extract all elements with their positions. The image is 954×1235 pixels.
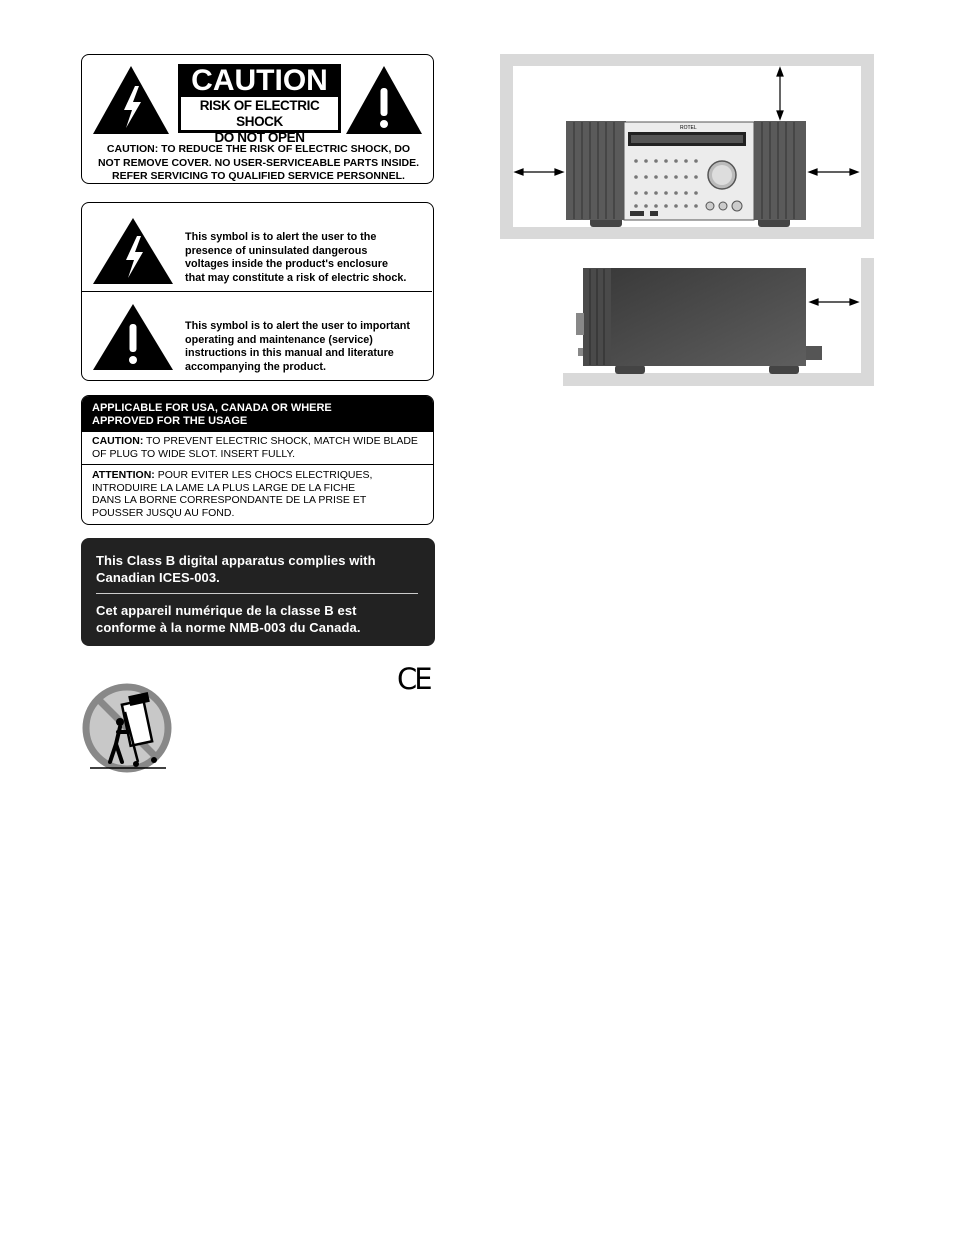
- caution-label: [81, 54, 434, 184]
- caution-subtitle: RISK OF ELECTRIC SHOCK DO NOT OPEN: [181, 97, 338, 130]
- side-clearance-diagram: [563, 258, 874, 386]
- front-clearance-diagram: [500, 54, 874, 239]
- caution-warning-text: CAUTION: TO REDUCE THE RISK OF ELECTRIC SHOCK, DO NOT REMOVE COVER. NO USER-SERVICEABLE PARTS INSIDE. REFER SERVICING TO QUALIFIED SERVICE PERSONNEL.: [97, 143, 420, 182]
- lightning-warning-icon: [91, 216, 175, 286]
- divider: [96, 593, 418, 594]
- lightning-warning-icon: [91, 64, 171, 136]
- usa-notice-header: APPLICABLE FOR USA, CANADA OR WHERE APPROVED FOR THE USAGE: [82, 396, 433, 432]
- ce-mark-icon: CE: [397, 662, 430, 696]
- usa-caution-text: CAUTION: TO PREVENT ELECTRIC SHOCK, MATCH WIDE BLADE OF PLUG TO WIDE SLOT. INSERT FULLY.: [92, 435, 418, 460]
- canada-compliance-notice: [81, 538, 435, 646]
- canada-notice-english: This Class B digital apparatus complies with Canadian ICES-003.: [96, 553, 376, 585]
- divider: [82, 464, 433, 465]
- exclamation-warning-icon: [344, 64, 424, 136]
- caution-header: [178, 64, 341, 145]
- exclamation-warning-icon: [91, 302, 175, 372]
- usa-plug-notice: [81, 395, 434, 525]
- brand-logo: ROTEL: [680, 125, 697, 131]
- exclamation-symbol-text: This symbol is to alert the user to important operating and maintenance (service) instructions in this manual and literature accompanying the product.: [185, 320, 410, 373]
- divider: [82, 291, 432, 292]
- canada-notice-french: Cet appareil numérique de la classe B est conforme à la norme NMB-003 du Canada.: [96, 603, 361, 635]
- no-cart-tip-icon: [80, 682, 176, 774]
- lightning-symbol-text: This symbol is to alert the user to the presence of uninsulated dangerous voltages inside the product's enclosure that may constitute a risk of electric shock.: [185, 231, 407, 284]
- usa-attention-text: ATTENTION: POUR EVITER LES CHOCS ELECTRIQUES, INTRODUIRE LA LAME LA PLUS LARGE DE LA FICHE DANS LA BORNE CORRESPONDANTE DE LA PRISE ET POUSSER JUSQU AU FOND.: [92, 469, 373, 519]
- caution-title: CAUTION: [191, 64, 328, 97]
- symbol-explanation-box: [81, 202, 434, 381]
